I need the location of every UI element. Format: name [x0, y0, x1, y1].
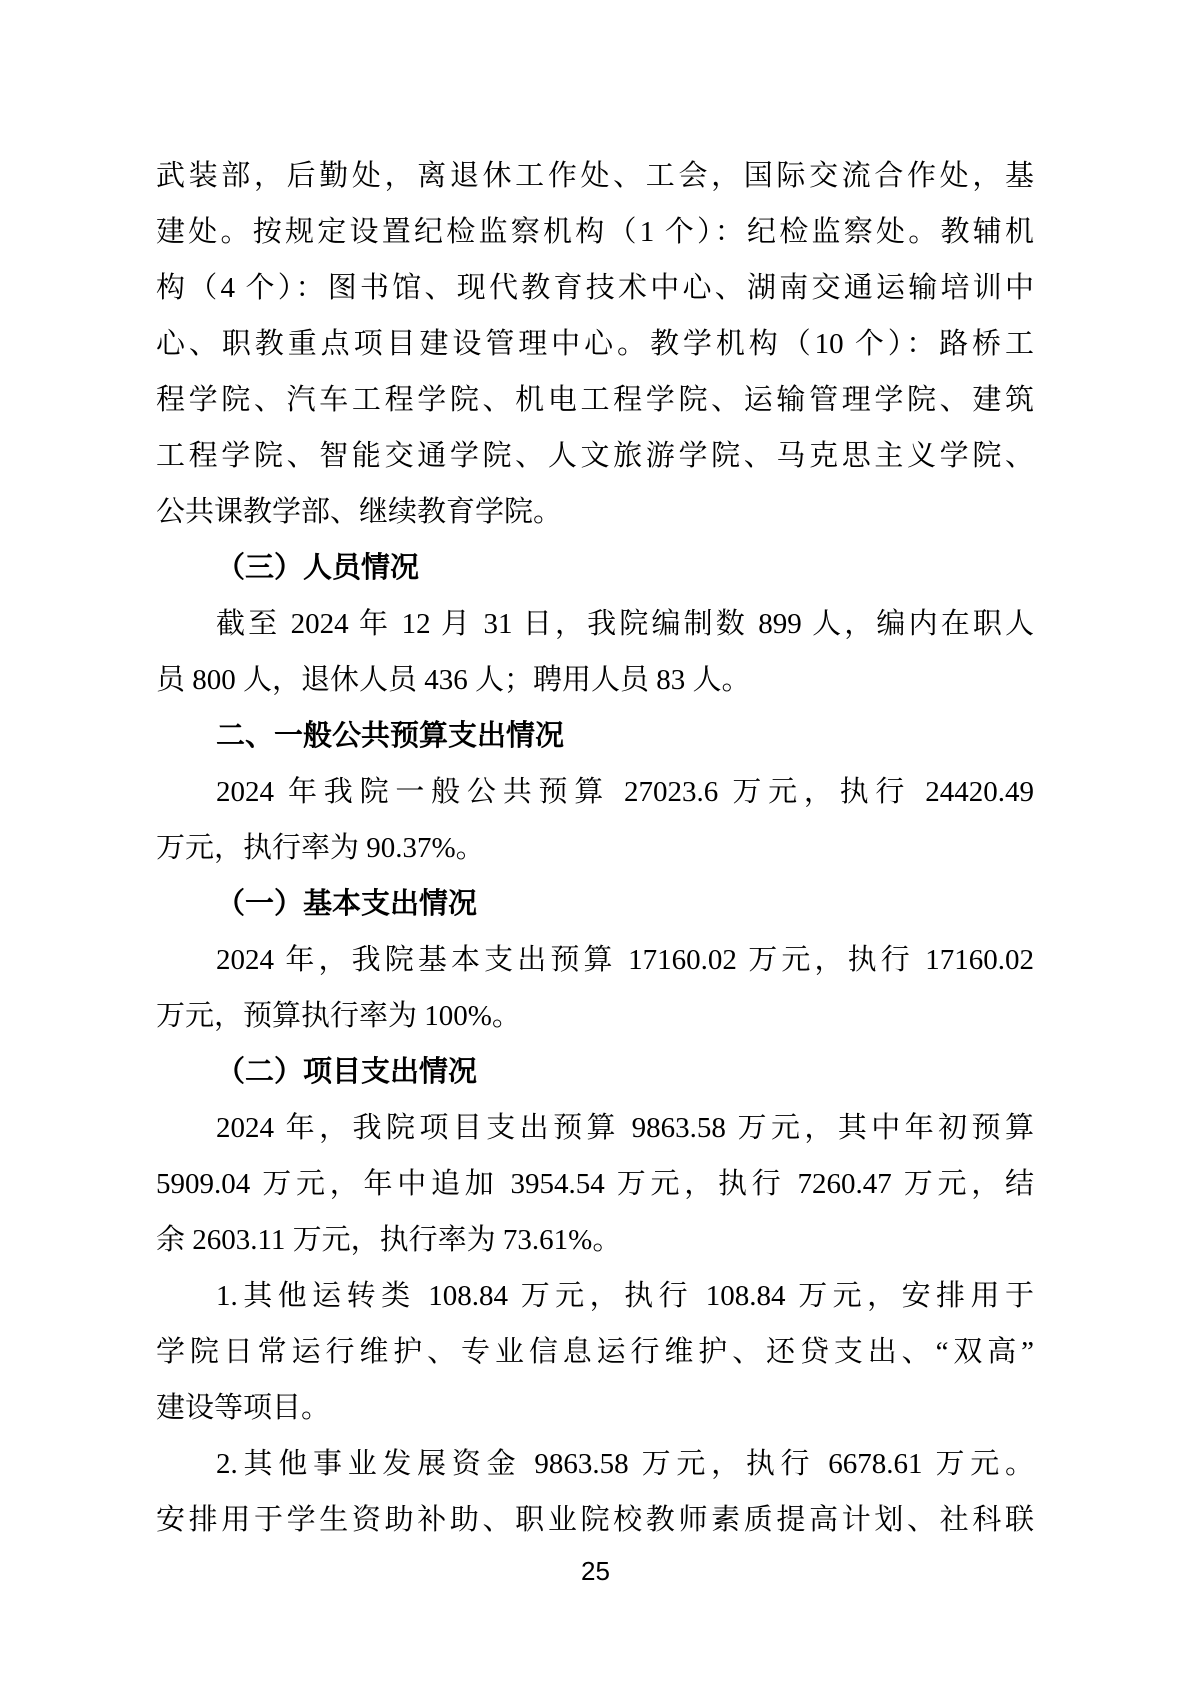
text-line: 2024 年我院一般公共预算 27023.6 万元，执行 24420.49 — [216, 776, 1034, 808]
text-line: 心、职教重点项目建设管理中心。教学机构（10 个）：路桥工 — [156, 328, 1034, 360]
text-line: 1.其他运转类 108.84 万元，执行 108.84 万元，安排用于 — [216, 1280, 1034, 1312]
text-line: 2.其他事业发展资金 9863.58 万元，执行 6678.61 万元。 — [216, 1448, 1034, 1480]
text-line: 2024 年，我院项目支出预算 9863.58 万元，其中年初预算 — [216, 1112, 1034, 1144]
text-line: 公共课教学部、继续教育学院。 — [156, 496, 563, 528]
text-line: 5909.04 万元，年中追加 3954.54 万元，执行 7260.47 万元，结 — [156, 1168, 1034, 1200]
text-line: 截至 2024 年 12 月 31 日，我院编制数 899 人，编内在职人 — [216, 608, 1034, 640]
text-line: 万元，执行率为 90.37%。 — [156, 832, 485, 864]
text-line: 程学院、汽车工程学院、机电工程学院、运输管理学院、建筑 — [156, 384, 1034, 416]
heading-line: （二）项目支出情况 — [216, 1056, 478, 1088]
text-line: 员 800 人，退休人员 436 人；聘用人员 83 人。 — [156, 664, 751, 696]
text-line: 万元，预算执行率为 100%。 — [156, 1000, 521, 1032]
text-line: 学院日常运行维护、专业信息运行维护、还贷支出、“双高” — [156, 1336, 1034, 1368]
text-line: 工程学院、智能交通学院、人文旅游学院、马克思主义学院、 — [156, 440, 1034, 472]
text-line: 武装部，后勤处，离退休工作处、工会，国际交流合作处，基 — [156, 160, 1034, 192]
content — [156, 148, 1034, 1548]
text-line: 2024 年，我院基本支出预算 17160.02 万元，执行 17160.02 — [216, 944, 1034, 976]
text-line: 建设等项目。 — [156, 1392, 331, 1424]
text-line: 构（4 个）：图书馆、现代教育技术中心、湖南交通运输培训中 — [156, 272, 1034, 304]
page-number: 25 — [581, 1556, 610, 1586]
text-line: 余 2603.11 万元，执行率为 73.61%。 — [156, 1224, 622, 1256]
heading-line: 二、一般公共预算支出情况 — [216, 720, 565, 752]
text-line: 建处。按规定设置纪检监察机构（1 个）：纪检监察处。教辅机 — [156, 216, 1034, 248]
text-line: 安排用于学生资助补助、职业院校教师素质提高计划、社科联 — [156, 1504, 1034, 1536]
heading-line: （三）人员情况 — [216, 552, 420, 584]
heading-line: （一）基本支出情况 — [216, 888, 478, 920]
